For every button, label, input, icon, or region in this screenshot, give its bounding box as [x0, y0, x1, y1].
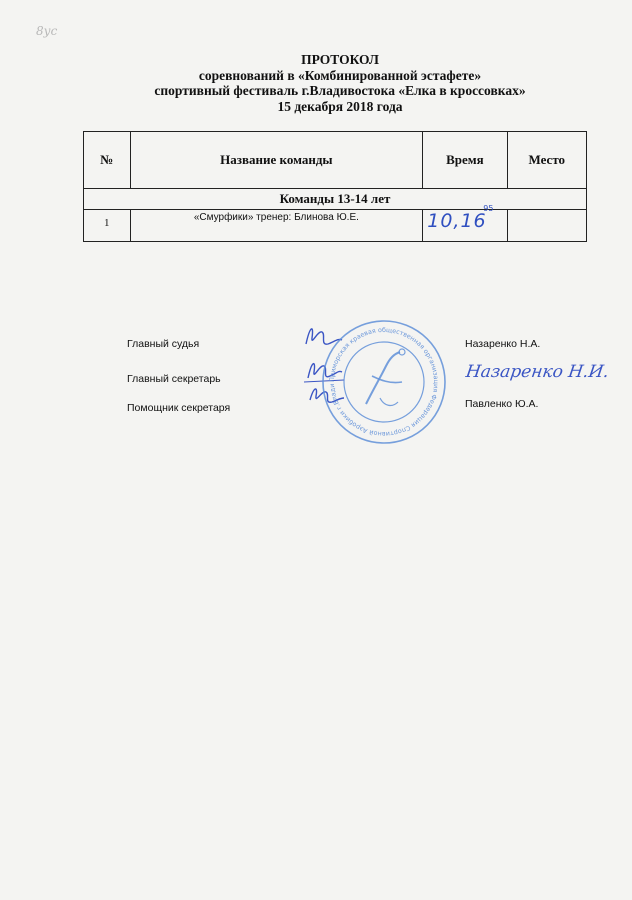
column-header-team: Название команды — [130, 132, 423, 189]
organization-stamp — [320, 318, 448, 446]
name-assistant-secretary: Павленко Ю.А. — [465, 398, 539, 410]
group-label: Команды 13-14 лет — [84, 189, 587, 210]
table-row — [84, 210, 587, 242]
handwritten-corner-note: 8ус — [36, 24, 58, 38]
stamp-text: Приморская краевая общественная организация Федерация Спортивной Аэробики г.Влади — [327, 325, 441, 439]
handwritten-name: Назаренко Н.И. — [464, 362, 611, 382]
row-time-cell — [423, 204, 507, 242]
row-place — [507, 210, 586, 242]
table-header-row — [84, 132, 587, 189]
column-header-time: Время — [423, 132, 507, 189]
row-time-hundredths: 95 — [483, 204, 494, 213]
name-chief-judge: Назаренко Н.А. — [465, 338, 541, 350]
results-table — [83, 131, 587, 242]
role-chief-secretary: Главный секретарь — [127, 373, 221, 385]
header-date: 15 декабря 2018 года — [277, 98, 403, 114]
row-number: 1 — [84, 210, 131, 242]
role-assistant-secretary: Помощник секретаря — [127, 402, 231, 414]
header-line-2: спортивный фестиваль г.Владивостока «Елка в кроссовках» — [154, 83, 526, 98]
header-line-1: соревнований в «Комбинированной эстафете» — [198, 67, 482, 83]
group-row — [84, 189, 587, 210]
role-chief-judge: Главный судья — [127, 338, 200, 350]
document-header — [60, 52, 620, 114]
row-team: «Смурфики» тренер: Блинова Ю.Е. — [130, 210, 423, 242]
column-header-place: Место — [507, 132, 586, 189]
column-header-number: № — [84, 132, 131, 189]
row-time: 10,16 — [427, 210, 487, 232]
document-title: ПРОТОКОЛ — [301, 52, 379, 67]
